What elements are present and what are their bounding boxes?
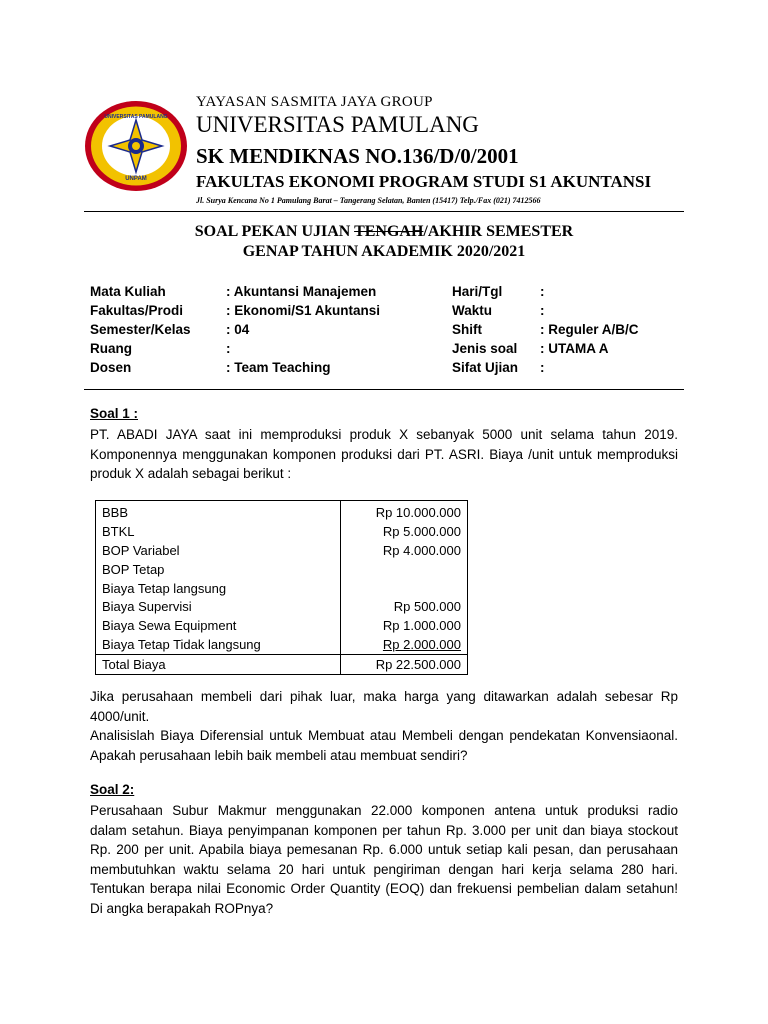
- struck-word: TENGAH: [354, 223, 424, 240]
- logo-text-bottom: UNPAM: [125, 176, 147, 182]
- soal1-question-line: 4000/unit.: [90, 708, 150, 724]
- cost-value: [341, 579, 468, 598]
- soal2-line: Perusahaan Subur Makmur menggunakan 22.000 komponen antena untuk produksi radio: [90, 803, 678, 818]
- cost-value: Rp 2.000.000: [341, 635, 468, 654]
- soal2-body: [90, 801, 678, 918]
- logo-text-top: UNIVERSITAS PAMULANG: [104, 114, 168, 120]
- info-divider: [84, 389, 684, 390]
- table-row: [96, 560, 468, 579]
- info-label: Fakultas/Prodi: [90, 303, 184, 318]
- soal2-heading: Soal 2:: [90, 782, 135, 797]
- info-value: : Ekonomi/S1 Akuntansi: [226, 303, 381, 318]
- cost-value: Rp 1.000.000: [341, 616, 468, 635]
- soal1-question-line: Jika perusahaan membeli dari pihak luar, maka harga yang ditawarkan adalah sebesar Rp: [90, 689, 678, 704]
- soal1-heading: Soal 1 :: [90, 406, 139, 421]
- cost-label: BBB: [96, 501, 341, 522]
- soal1-intro-line: Komponennya menggunakan komponen produksi dari PT. ASRI. Biaya /unit untuk memproduksi: [90, 446, 678, 462]
- info-label: Waktu: [452, 303, 492, 318]
- table-row-total: [96, 655, 468, 675]
- header-yayasan: YAYASAN SASMITA JAYA GROUP: [196, 94, 433, 110]
- table-row: [96, 616, 468, 635]
- exam-title-line2: GENAP TAHUN AKADEMIK 2020/2021: [242, 243, 526, 260]
- info-value: : UTAMA A: [540, 341, 609, 356]
- header-faculty: FAKULTAS EKONOMI PROGRAM STUDI S1 AKUNTANSI: [196, 172, 652, 191]
- header-sk: SK MENDIKNAS NO.136/D/0/2001: [196, 144, 519, 168]
- info-label: Mata Kuliah: [90, 284, 166, 299]
- soal2-line: membutuhkan waktu selama 20 hari untuk pengiriman dengan hari kerja selama 280 hari.: [90, 861, 678, 877]
- info-value: : 04: [226, 322, 250, 337]
- exam-title-line1: SOAL PEKAN UJIAN TENGAH/AKHIR SEMESTER: [194, 223, 574, 240]
- info-label: Ruang: [90, 341, 132, 356]
- info-label: Hari/Tgl: [452, 284, 503, 299]
- university-logo: [84, 100, 188, 192]
- table-row: [96, 501, 468, 522]
- soal1-intro-line: PT. ABADI JAYA saat ini memproduksi produk X sebanyak 5000 unit selama tahun 2019.: [90, 427, 678, 442]
- cost-table: [95, 500, 468, 675]
- info-label: Semester/Kelas: [90, 322, 191, 337]
- info-label: Shift: [452, 322, 482, 337]
- info-value: : Akuntansi Manajemen: [226, 284, 377, 299]
- header-address: Jl. Surya Kencana No 1 Pamulang Barat – Tangerang Selatan, Banten (15417) Telp./Fax (021) 7412566: [196, 196, 541, 205]
- soal2-line: Di angka berapakah ROPnya?: [90, 900, 274, 916]
- cost-label: BOP Tetap: [96, 560, 341, 579]
- soal1-question: [90, 687, 678, 765]
- cost-value: Rp 10.000.000: [341, 501, 468, 522]
- info-label: Dosen: [90, 360, 132, 375]
- cost-label: Biaya Tetap langsung: [96, 579, 341, 598]
- table-row: [96, 635, 468, 654]
- soal1-question-line: Analisislah Biaya Diferensial untuk Membuat atau Membeli dengan pendekatan Konvensiaonal.: [90, 728, 678, 743]
- header-divider: [84, 211, 684, 212]
- cost-label: BOP Variabel: [96, 541, 341, 560]
- info-value: :: [226, 341, 231, 356]
- soal1-question-line: Apakah perusahaan lebih baik membeli atau membuat sendiri?: [90, 747, 468, 763]
- table-row: [96, 579, 468, 598]
- info-value: :: [540, 303, 545, 318]
- soal2-line: dalam setahun. Biaya penyimpanan komponen per tahun Rp. 3.000 per unit dan biaya stockout: [90, 822, 678, 838]
- info-label: Sifat Ujian: [452, 360, 519, 375]
- cost-label: Biaya Tetap Tidak langsung: [96, 635, 341, 654]
- header-university: UNIVERSITAS PAMULANG: [196, 112, 479, 137]
- table-row: [96, 597, 468, 616]
- cost-value: Rp 4.000.000: [341, 541, 468, 560]
- cost-label: Biaya Sewa Equipment: [96, 616, 341, 635]
- table-row: [96, 541, 468, 560]
- soal1-intro-line: produk X adalah sebagai berikut :: [90, 466, 292, 481]
- table-row: [96, 522, 468, 541]
- cost-label: Biaya Supervisi: [96, 597, 341, 616]
- info-value: : Team Teaching: [226, 360, 331, 375]
- cost-label: BTKL: [96, 522, 341, 541]
- info-label: Jenis soal: [452, 341, 518, 356]
- soal1-intro: [90, 425, 678, 484]
- cost-value: Rp 22.500.000: [341, 655, 468, 675]
- cost-value: Rp 5.000.000: [341, 522, 468, 541]
- info-value: :: [540, 360, 545, 375]
- cost-value: Rp 500.000: [341, 597, 468, 616]
- info-value: : Reguler A/B/C: [540, 322, 639, 337]
- cost-value: [341, 560, 468, 579]
- info-value: :: [540, 284, 545, 299]
- soal2-line: Tentukan berapa nilai Economic Order Quantity (EOQ) dan frekuensi pembelian dalam setahun!: [90, 881, 678, 896]
- soal2-line: Rp. 200 per unit. Apabila biaya pemesanan Rp. 6.000 untuk setiap kali pesan, dan perusahaan: [90, 842, 678, 857]
- cost-label: Total Biaya: [96, 655, 341, 675]
